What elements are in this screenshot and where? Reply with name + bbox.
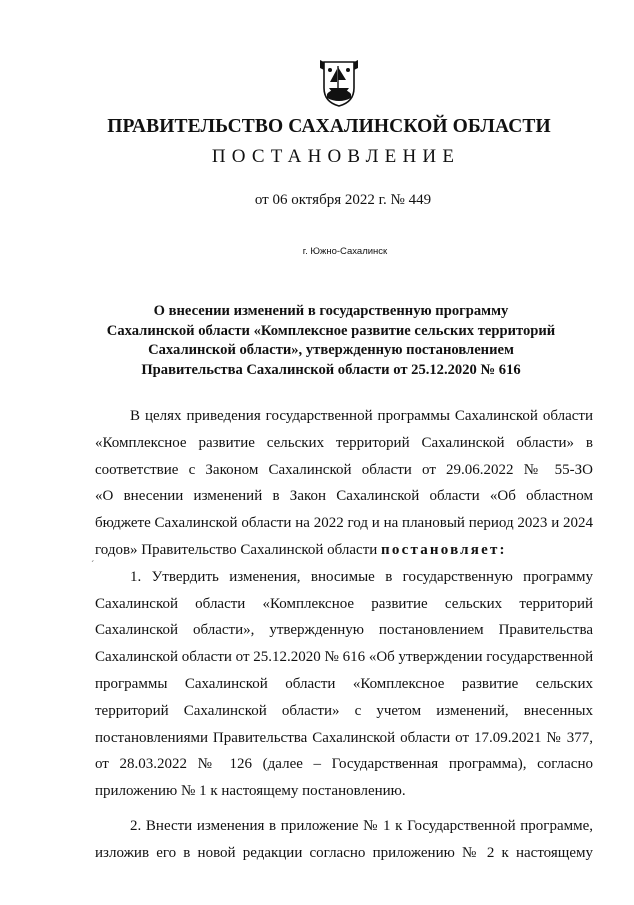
preamble-line: соответствие с Законом Сахалинской области от 29.06.2022 № 55-ЗО <box>95 461 593 478</box>
item1-line: программы Сахалинской области «Комплексное развитие сельских <box>95 675 593 692</box>
preamble-line: годов» Правительство Сахалинской области <box>95 541 378 558</box>
preamble-line: «Комплексное развитие сельских территорий Сахалинской области» в <box>95 434 593 451</box>
document-type: ПОСТАНОВЛЕНИЕ <box>211 146 461 167</box>
subject-line: Сахалинской области», утвержденную постановлением <box>148 342 514 359</box>
preamble-last-line <box>95 537 593 564</box>
document-body <box>95 403 593 867</box>
coat-of-arms-icon <box>318 58 360 108</box>
document-city: г. Южно-Сахалинск <box>302 246 388 257</box>
item1-line: Сахалинской области «Комплексное развитие сельских территорий <box>95 595 593 612</box>
item1-line: территорий Сахалинской области» с учетом изменений, внесенных <box>95 702 593 719</box>
item1-line: от 28.03.2022 № 126 (далее – Государственная программа), согласно <box>95 756 593 773</box>
preamble-line: «О внесении изменений в Закон Сахалинской области «Об областном <box>95 488 593 505</box>
item1-line: приложению № 1 к настоящему постановлению. <box>95 783 406 800</box>
subject-line: Сахалинской области «Комплексное развитие сельских территорий <box>106 322 556 339</box>
subject-line: О внесении изменений в государственную программу <box>153 303 509 319</box>
item1-line: Сахалинской области от 25.12.2020 № 616 «Об утверждении государственной <box>95 649 594 666</box>
item1-line: Сахалинской области», утвержденную постановлением Правительства <box>95 622 593 639</box>
organization-title: ПРАВИТЕЛЬСТВО САХАЛИНСКОЙ ОБЛАСТИ <box>107 116 551 137</box>
margin-mark: ´ <box>91 560 95 571</box>
item2-line: 2. Внести изменения в приложение № 1 к Государственной программе, <box>130 817 593 834</box>
item2-line: изложив его в новой редакции согласно приложению № 2 к настоящему <box>95 844 593 861</box>
document-subject <box>0 302 634 380</box>
document-date-number: от 06 октября 2022 г. № 449 <box>254 192 432 208</box>
preamble-line: В целях приведения государственной программы Сахалинской области <box>130 408 593 424</box>
resolves-word: постановляет: <box>381 541 507 558</box>
item1-line: 1. Утвердить изменения, вносимые в государственную программу <box>130 568 593 585</box>
paragraph-gap <box>95 805 593 813</box>
item1-line: постановлениями Правительства Сахалинской области от 17.09.2021 № 377, <box>95 729 593 746</box>
subject-line: Правительства Сахалинской области от 25.12.2020 № 616 <box>141 361 521 378</box>
preamble-line: бюджете Сахалинской области на 2022 год и на плановый период 2023 и 2024 <box>95 515 593 532</box>
